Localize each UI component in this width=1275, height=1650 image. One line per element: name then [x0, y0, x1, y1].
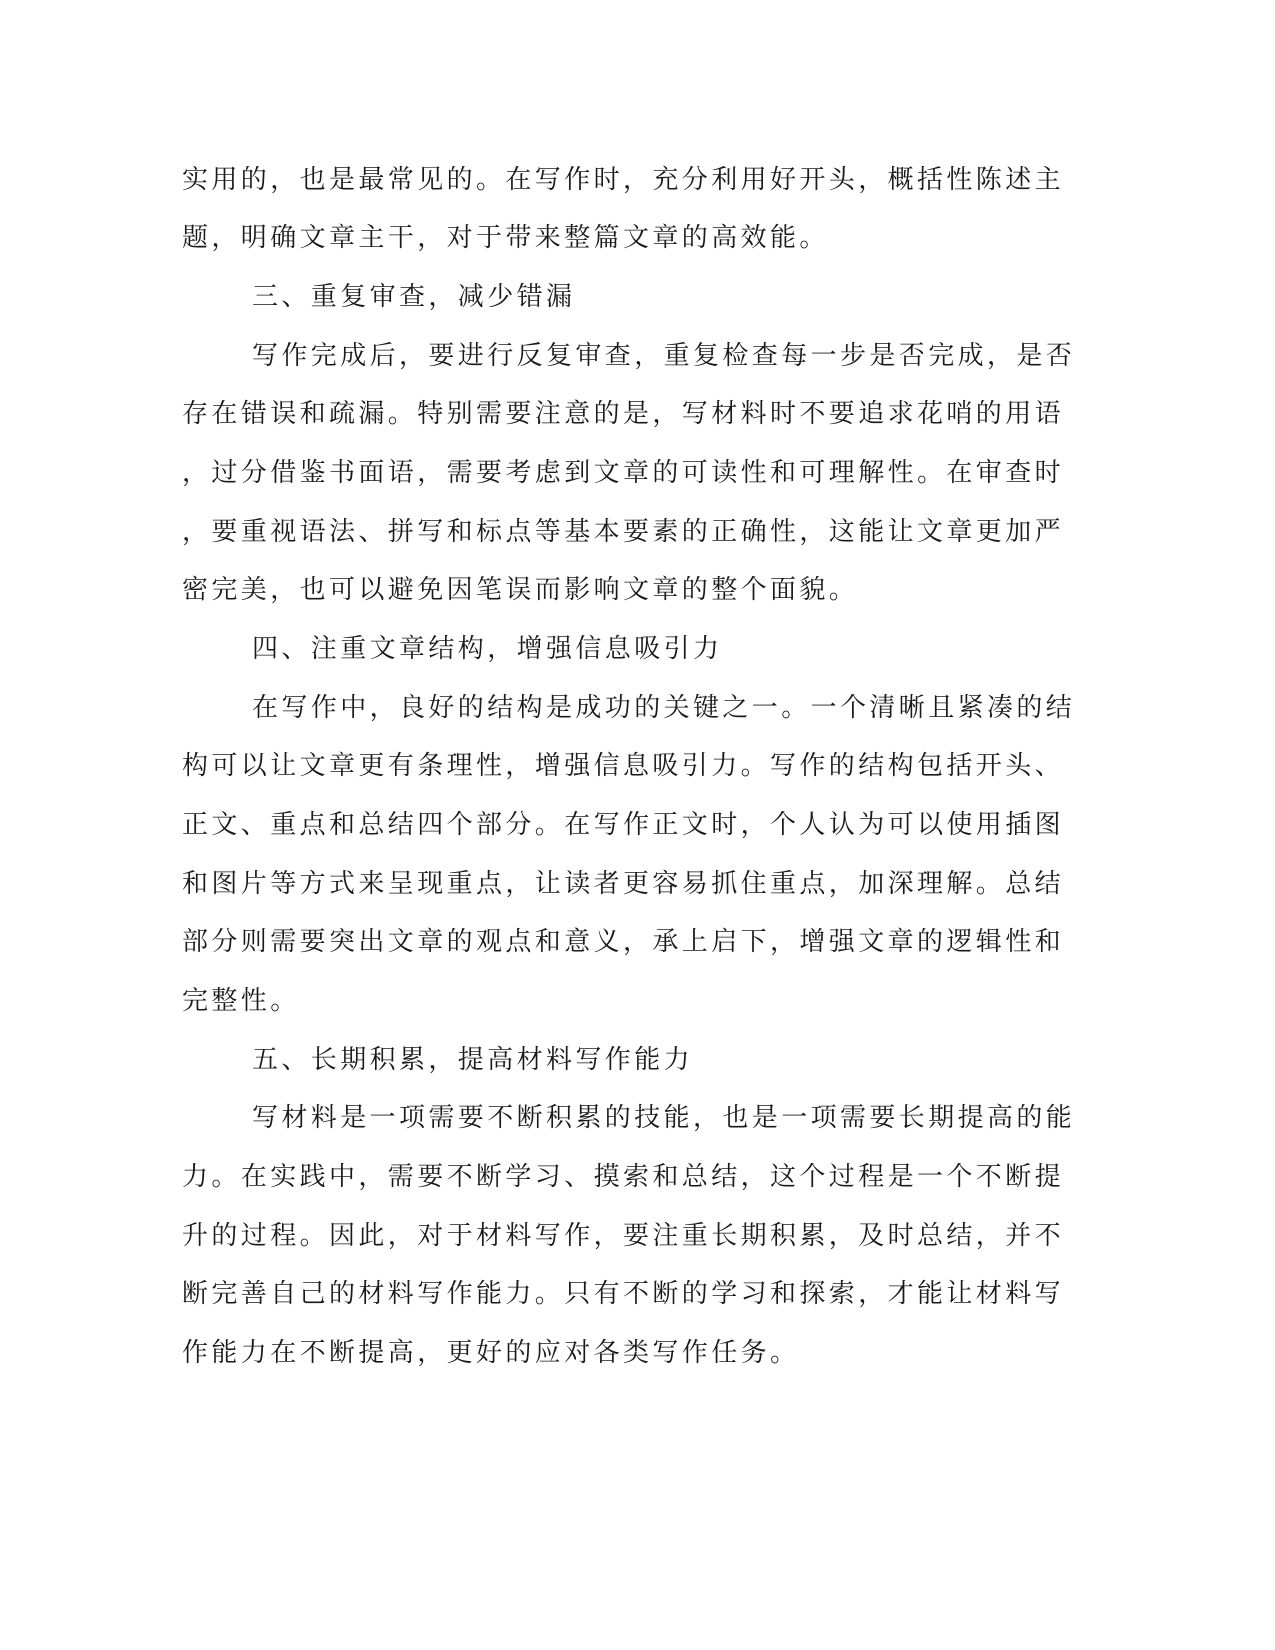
paragraph-line: 正文、重点和总结四个部分。在写作正文时，个人认为可以使用插图 [182, 810, 1065, 840]
paragraph-line: 和图片等方式来呈现重点，让读者更容易抓住重点，加深理解。总结 [182, 869, 1065, 899]
paragraph-line: ，过分借鉴书面语，需要考虑到文章的可读性和可理解性。在审查时 [182, 458, 1065, 488]
paragraph-line: 实用的，也是最常见的。在写作时，充分利用好开头，概括性陈述主 [182, 165, 1065, 195]
paragraph-line: 在写作中，良好的结构是成功的关键之一。一个清晰且紧凑的结 [252, 693, 1076, 723]
section-heading-4: 四、注重文章结构，增强信息吸引力 [252, 634, 723, 664]
paragraph-line: 升的过程。因此，对于材料写作，要注重长期积累，及时总结，并不 [182, 1221, 1065, 1251]
paragraph-line: 完整性。 [182, 986, 300, 1016]
paragraph-line: 作能力在不断提高，更好的应对各类写作任务。 [182, 1338, 800, 1368]
section-heading-3: 三、重复审查，减少错漏 [252, 282, 576, 312]
paragraph-line: 密完美，也可以避免因笔误而影响文章的整个面貌。 [182, 575, 859, 605]
paragraph-line: 存在错误和疏漏。特别需要注意的是，写材料时不要追求花哨的用语 [182, 399, 1065, 429]
section-heading-5: 五、长期积累，提高材料写作能力 [252, 1045, 694, 1075]
paragraph-line: 题，明确文章主干，对于带来整篇文章的高效能。 [182, 223, 829, 253]
paragraph-line: 写材料是一项需要不断积累的技能，也是一项需要长期提高的能 [252, 1103, 1076, 1133]
paragraph-line: 断完善自己的材料写作能力。只有不断的学习和探索，才能让材料写 [182, 1279, 1065, 1309]
paragraph-line: 构可以让文章更有条理性，增强信息吸引力。写作的结构包括开头、 [182, 751, 1065, 781]
paragraph-line: ，要重视语法、拼写和标点等基本要素的正确性，这能让文章更加严 [182, 517, 1065, 547]
paragraph-line: 写作完成后，要进行反复审查，重复检查每一步是否完成，是否 [252, 341, 1076, 371]
paragraph-line: 力。在实践中，需要不断学习、摸索和总结，这个过程是一个不断提 [182, 1162, 1065, 1192]
paragraph-line: 部分则需要突出文章的观点和意义，承上启下，增强文章的逻辑性和 [182, 927, 1065, 957]
